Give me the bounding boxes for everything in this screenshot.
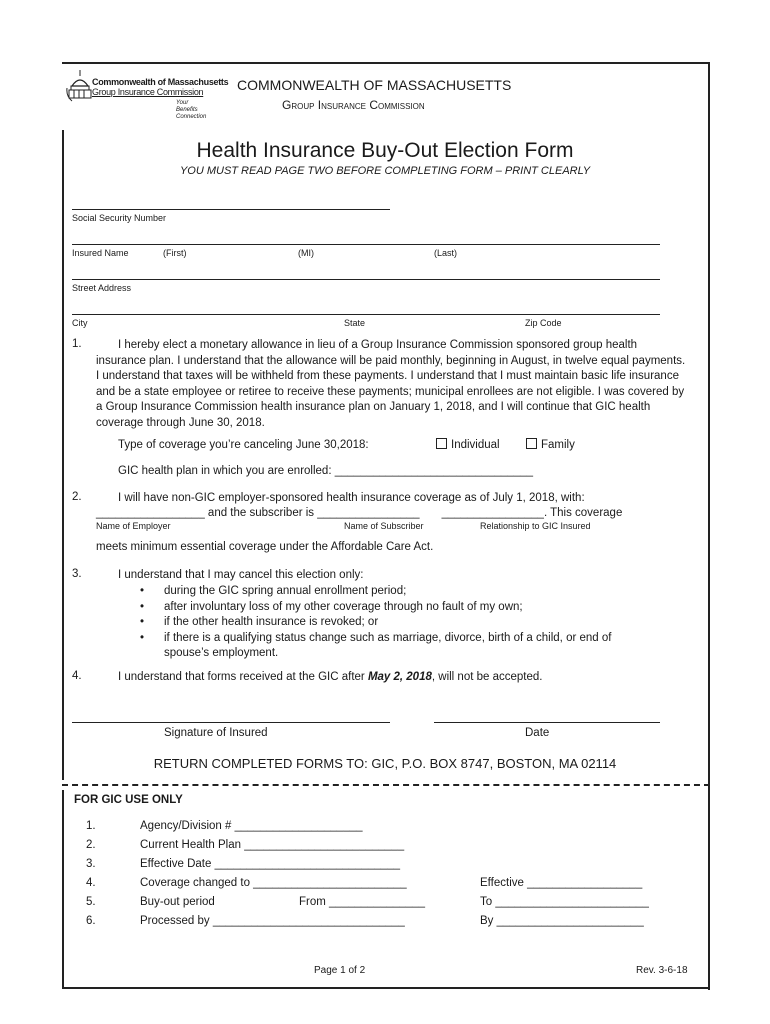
- date-label: Date: [525, 727, 550, 739]
- buyout-period-label: Buy-out period: [140, 896, 215, 908]
- item-number: 3.: [72, 568, 82, 580]
- logo-tagline-line: Connection: [176, 114, 207, 120]
- return-address: RETURN COMPLETED FORMS TO: GIC, P.O. BOX 8747, BOSTON, MA 02114: [153, 756, 617, 771]
- form-border-bottom: [62, 987, 710, 989]
- agency-field[interactable]: Agency/Division # ____________________: [140, 820, 363, 832]
- current-plan-field[interactable]: Current Health Plan _________________________: [140, 839, 405, 851]
- subscriber-name-label: Name of Subscriber: [344, 521, 424, 531]
- item-number: 4.: [72, 670, 82, 682]
- cut-line: [62, 784, 710, 786]
- state-label: State: [344, 318, 366, 328]
- logo-text-gic: Group Insurance Commission: [92, 87, 204, 97]
- last-name-label: (Last): [434, 248, 458, 258]
- logo-text-commonwealth: Commonwealth of Massachusetts: [92, 77, 229, 87]
- item4-text: I understand that forms received at the GIC after May 2, 2018, will not be accepted.: [118, 671, 543, 683]
- logo-tagline-line: Benefits: [176, 107, 198, 113]
- family-checkbox[interactable]: [526, 438, 537, 449]
- gic-row: 5. Buy-out period: [86, 895, 96, 911]
- logo-tagline: [176, 100, 206, 121]
- insured-name-label: Insured Name: [72, 248, 129, 258]
- item2-tail-text: . This coverage: [543, 507, 623, 519]
- list-item: • during the GIC spring annual enrollment period;: [140, 585, 407, 597]
- item3-intro: I understand that I may cancel this election only:: [118, 569, 364, 581]
- by-field[interactable]: By _______________________: [480, 915, 644, 927]
- header-commission: Group Insurance Commission: [282, 98, 425, 112]
- list-item: • after involuntary loss of my other coverage through no fault of my own;: [140, 600, 523, 613]
- coverage-changed-field[interactable]: Coverage changed to ________________________: [140, 877, 407, 889]
- item-number: 1.: [72, 338, 82, 350]
- effective-date-field[interactable]: Effective Date _____________________________: [140, 858, 401, 870]
- item2-mid-text: and the subscriber is: [204, 507, 318, 519]
- family-label: Family: [541, 439, 575, 451]
- gic-row: 2. Current Health Plan _________________________: [86, 838, 96, 854]
- statehouse-dome-icon: [66, 68, 94, 102]
- form-border-left: [62, 130, 64, 780]
- logo-tagline-line: Your: [176, 100, 189, 106]
- form-title: Health Insurance Buy-Out Election Form: [196, 139, 574, 162]
- first-name-label: (First): [163, 248, 187, 258]
- gic-row: 1. Agency/Division # ____________________: [86, 819, 96, 835]
- item2-line2: [96, 506, 622, 522]
- signature-label: Signature of Insured: [164, 727, 268, 739]
- street-address-label: Street Address: [72, 283, 132, 293]
- city-label: City: [72, 318, 88, 328]
- deadline-date: May 2, 2018: [367, 671, 432, 683]
- effective-field[interactable]: Effective __________________: [480, 877, 643, 889]
- item1-text: I hereby elect a monetary allowance in lieu of a Group Insurance Commission sponsored group health insurance plan. I understand that the allowance will be paid monthly, beginning in August, in twelve equal payments. I understand that taxes will be withheld from these payments. I understand that I must maintain basic life insurance and be a state employee or retiree to receive these payments; municipal enrollees are not eligible. I was covered by a Group Insurance Commission health insurance plan on January 1, 2018, and I will continue that GIC health coverage through June 30, 2018.: [96, 339, 686, 429]
- signature-input[interactable]: [72, 722, 390, 723]
- item-number: 2.: [72, 491, 82, 503]
- family-option[interactable]: [526, 438, 575, 454]
- form-subtitle: YOU MUST READ PAGE TWO BEFORE COMPLETING FORM – PRINT CLEARLY: [179, 165, 591, 177]
- header-commonwealth: COMMONWEALTH OF MASSACHUSETTS: [237, 77, 512, 93]
- coverage-type-label: Type of coverage you’re canceling June 30,2018:: [118, 439, 369, 451]
- subscriber-name-input[interactable]: ________________: [317, 507, 420, 519]
- page-number: Page 1 of 2: [314, 965, 366, 976]
- list-item: • if the other health insurance is revoked; or: [140, 616, 379, 628]
- individual-option[interactable]: [436, 438, 500, 454]
- gic-plan-field[interactable]: GIC health plan in which you are enrolled: _______________________________: [118, 465, 533, 477]
- to-field[interactable]: To ________________________: [480, 896, 649, 908]
- ssn-label: Social Security Number: [72, 213, 167, 223]
- employer-name-input[interactable]: _________________: [96, 507, 205, 519]
- item2-line1: I will have non-GIC employer-sponsored health insurance coverage as of July 1, 2018, with:: [118, 492, 585, 504]
- list-item-continuation: spouse’s employment.: [164, 647, 279, 659]
- relationship-input[interactable]: ________________: [441, 507, 544, 519]
- gic-row: 6. Processed by ______________________________: [86, 914, 96, 930]
- processed-by-field[interactable]: Processed by ______________________________: [140, 915, 405, 927]
- insured-name-input[interactable]: [72, 244, 660, 245]
- item3-bullets: [140, 584, 680, 662]
- employer-name-label: Name of Employer: [96, 521, 171, 531]
- list-item: • if there is a qualifying status change such as marriage, divorce, birth of a child, or end of: [140, 631, 612, 644]
- city-state-zip-input[interactable]: [72, 314, 660, 315]
- gic-use-title: FOR GIC USE ONLY: [74, 794, 183, 806]
- street-address-input[interactable]: [72, 279, 660, 280]
- middle-initial-label: (MI): [298, 248, 314, 258]
- individual-label: Individual: [451, 439, 500, 451]
- individual-checkbox[interactable]: [436, 438, 447, 449]
- ssn-input[interactable]: [72, 209, 390, 210]
- revision-date: Rev. 3-6-18: [636, 965, 688, 976]
- item2-line3: meets minimum essential coverage under the Affordable Care Act.: [96, 541, 434, 553]
- date-input[interactable]: [434, 722, 660, 723]
- gic-row: 3. Effective Date _____________________________: [86, 857, 96, 873]
- gic-row: 4. Coverage changed to ________________________: [86, 876, 96, 892]
- form-border-right: [708, 62, 710, 990]
- zip-label: Zip Code: [525, 318, 562, 328]
- from-field[interactable]: From _______________: [299, 896, 425, 908]
- form-border-left-lower: [62, 790, 64, 988]
- relationship-label: Relationship to GIC Insured: [480, 521, 591, 531]
